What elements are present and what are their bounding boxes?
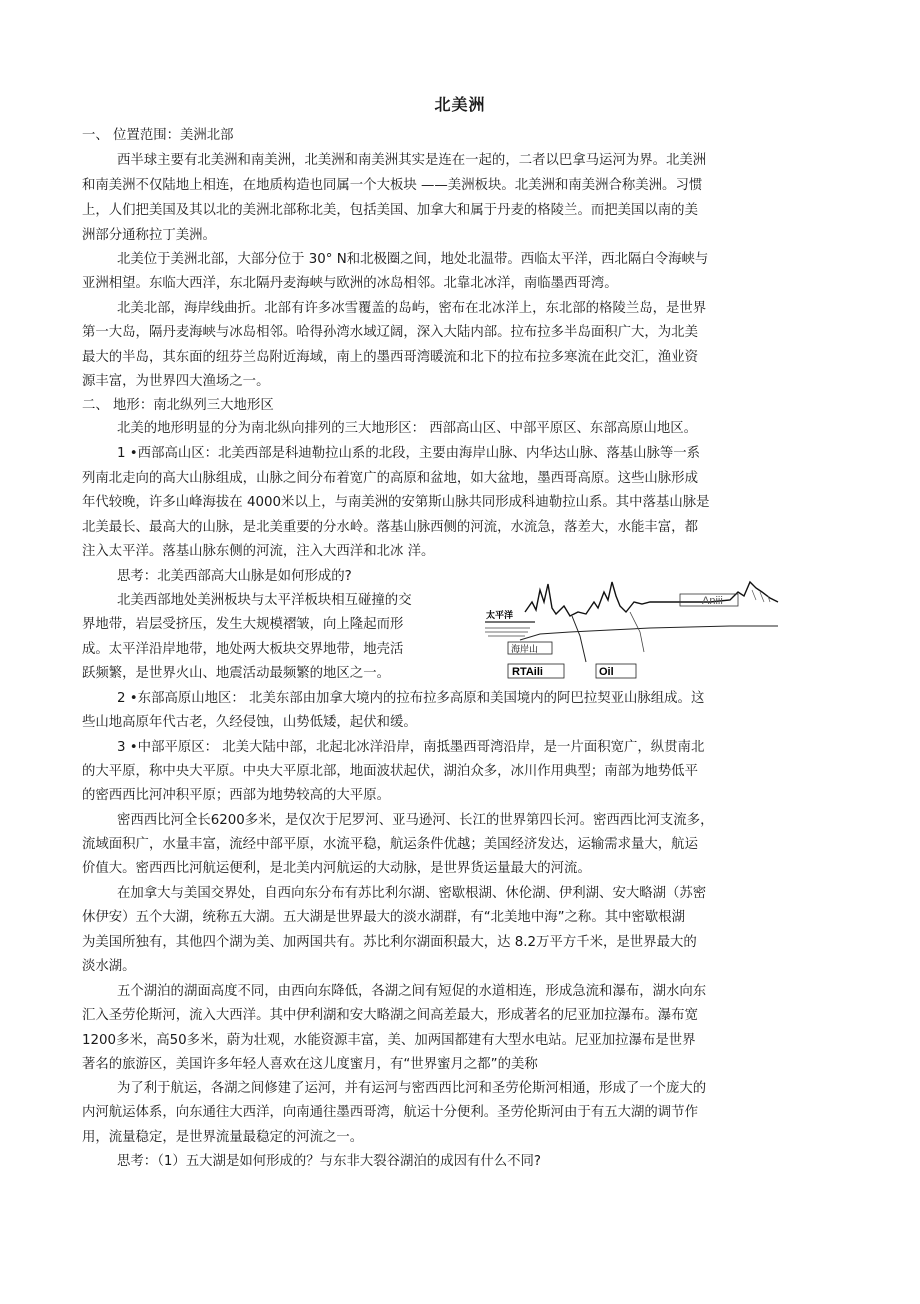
paragraph-line: 在加拿大与美国交界处，自西向东分布有苏比利尔湖、密歇根湖、休伦湖、伊利湖、安大略湖（苏密 [117,886,707,901]
paragraph-line: 2 •东部高原山地区： 北美东部由加拿大境内的拉布拉多高原和美国境内的阿巴拉契亚山脉组成。这 [117,691,705,706]
diagram-label-c: Aniii [702,595,723,607]
fault-line [630,612,644,652]
paragraph-line: 1200多米，高50多米，蔚为壮观，水能资源丰富，美、加两国都建有大型水电站。尼亚加拉瀑布是世界 [82,1033,696,1048]
paragraph-line: 跃频繁，是世界火山、地震活动最频繁的地区之一。 [82,666,390,681]
mountain-profile [525,582,778,616]
paragraph-line: 的密西西比河冲积平原；西部为地势较高的大平原。 [82,788,390,803]
paragraph-line: 价值大。密西西比河航运便利，是北美内河航运的大动脉，是世界货运量最大的河流。 [82,861,591,876]
paragraph-line: 的大平原，称中央大平原。中央大平原北部，地面波状起伏，湖泊众多，冰川作用典型；南部为地势低平 [82,764,698,779]
paragraph-line: 3 •中部平原区： 北美大陆中部，北起北冰洋沿岸，南抵墨西哥湾沿岸，是一片面积宽广，纵贯南北 [117,740,705,755]
paragraph-line: 和南美洲不仅陆地上相连，在地质构造也同属一个大板块 ——美洲板块。北美洲和南美洲合称美洲。习惯 [82,178,703,193]
ocean-label: 太平洋 [486,610,514,620]
paragraph-line: 洲部分通称拉丁美洲。 [82,228,216,243]
paragraph-line: 内河航运体系，向东通往大西洋，向南通往墨西哥湾，航运十分便利。圣劳伦斯河由于有五大湖的调节作 [82,1105,698,1120]
ocean-hatching [485,628,530,636]
paragraph-line: 上，人们把美国及其以北的美洲北部称北美，包括美国、加拿大和属于丹麦的格陵兰。而把美国以南的美 [82,203,698,218]
paragraph-line: 些山地高原年代古老，久经侵蚀，山势低矮，起伏和缓。 [82,715,417,730]
paragraph-line: 北美北部，海岸线曲折。北部有许多冰雪覆盖的岛屿，密布在北冰洋上，东北部的格陵兰岛，是世界 [117,301,707,316]
paragraph-line: 用，流量稳定，是世界流量最稳定的河流之一。 [82,1130,364,1145]
coast-range-label: 海岸山 [511,644,539,654]
diagram-label-b: Oil [599,666,614,678]
section-heading: 一、 位置范围：美洲北部 [82,128,234,143]
paragraph-line: 五个湖泊的湖面高度不同，由西向东降低，各湖之间有短促的水道相连，形成急流和瀑布，湖水向东 [117,984,707,999]
paragraph-line: 淡水湖。 [82,959,136,974]
plate-boundary [572,616,586,662]
paragraph-line: 北美位于美洲北部，大部分位于 30° N和北极圈之间，地处北温带。西临太平洋，西北隔白令海峡与 [117,252,709,267]
paragraph-line: 思考：（1）五大湖是如何形成的？与东非大裂谷湖泊的成因有什么不同? [117,1154,542,1169]
page-title: 北美洲 [434,95,486,114]
paragraph-line: 为美国所独有，其他四个湖为美、加两国共有。苏比利尔湖面积最大，达 8.2万平方千米，是世界最大的 [82,935,697,950]
section-heading: 二、 地形：南北纵列三大地形区 [82,398,274,413]
crust-layer [520,626,778,640]
paragraph-line: 列南北走向的高大山脉组成，山脉之间分布着宽广的高原和盆地，如大盆地，墨西哥高原。这些山脉形成 [82,471,698,486]
plate-collision-diagram [480,572,780,682]
paragraph-line: 注入太平洋。落基山脉东侧的河流，注入大西洋和北冰 洋。 [82,544,435,559]
paragraph-line: 汇入圣劳伦斯河，流入大西洋。其中伊利湖和安大略湖之间高差最大，形成著名的尼亚加拉瀑布。瀑布宽 [82,1008,698,1023]
paragraph-line: 成。太平洋沿岸地带，地处两大板块交界地带，地壳活 [82,642,404,657]
paragraph-line: 源丰富，为世界四大渔场之一。 [82,374,270,389]
paragraph-line: 界地带，岩层受挤压，发生大规模褶皱，向上隆起而形 [82,617,404,632]
paragraph-line: 流域面积广，水量丰富，流经中部平原，水流平稳，航运条件优越；美国经济发达，运输需求量大，航运 [82,837,698,852]
diagram-label-a: RTAili [512,666,543,678]
paragraph-line: 北美最长、最高大的山脉，是北美重要的分水岭。落基山脉西侧的河流，水流急，落差大，水能丰富，都 [82,520,698,535]
paragraph-line: 为了利于航运，各湖之间修建了运河，并有运河与密西西比河和圣劳伦斯河相通，形成了一个庞大的 [117,1081,707,1096]
paragraph-line: 思考：北美西部高大山脉是如何形成的? [117,569,352,584]
paragraph-line: 西半球主要有北美洲和南美洲，北美洲和南美洲其实是连在一起的，二者以巴拿马运河为界。北美洲 [117,153,707,168]
paragraph-line: 北美西部地处美洲板块与太平洋板块相互碰撞的交 [117,593,412,608]
paragraph-line: 著名的旅游区，美国许多年轻人喜欢在这儿度蜜月，有“世界蜜月之都”的美称 [82,1057,538,1072]
paragraph-line: 年代较晚，许多山峰海拔在 4000米以上，与南美洲的安第斯山脉共同形成科迪勒拉山系。其中落基山脉是 [82,495,710,510]
paragraph-line: 密西西比河全长6200多米，是仅次于尼罗河、亚马逊河、长江的世界第四长河。密西西比河支流多， [117,813,714,828]
paragraph-line: 休伊安）五个大湖，统称五大湖。五大湖是世界最大的淡水湖群，有“北美地中海”之称。其中密歇根湖 [82,910,686,925]
paragraph-line: 北美的地形明显的分为南北纵向排列的三大地形区： 西部高山区、中部平原区、东部高原山地区。 [117,421,698,436]
paragraph-line: 第一大岛，隔丹麦海峡与冰岛相邻。哈得孙湾水域辽阔，深入大陆内部。拉布拉多半岛面积广大，为北美 [82,325,698,340]
paragraph-line: 1 •西部高山区：北美西部是科迪勒拉山系的北段，主要由海岸山脉、内华达山脉、落基山脉等一系 [117,446,701,461]
paragraph-line: 最大的半岛，其东面的纽芬兰岛附近海域，南上的墨西哥湾暖流和北下的拉布拉多寒流在此交汇，渔业资 [82,350,698,365]
paragraph-line: 亚洲相望。东临大西洋，东北隔丹麦海峡与欧洲的冰岛相邻。北靠北冰洋，南临墨西哥湾。 [82,276,618,291]
